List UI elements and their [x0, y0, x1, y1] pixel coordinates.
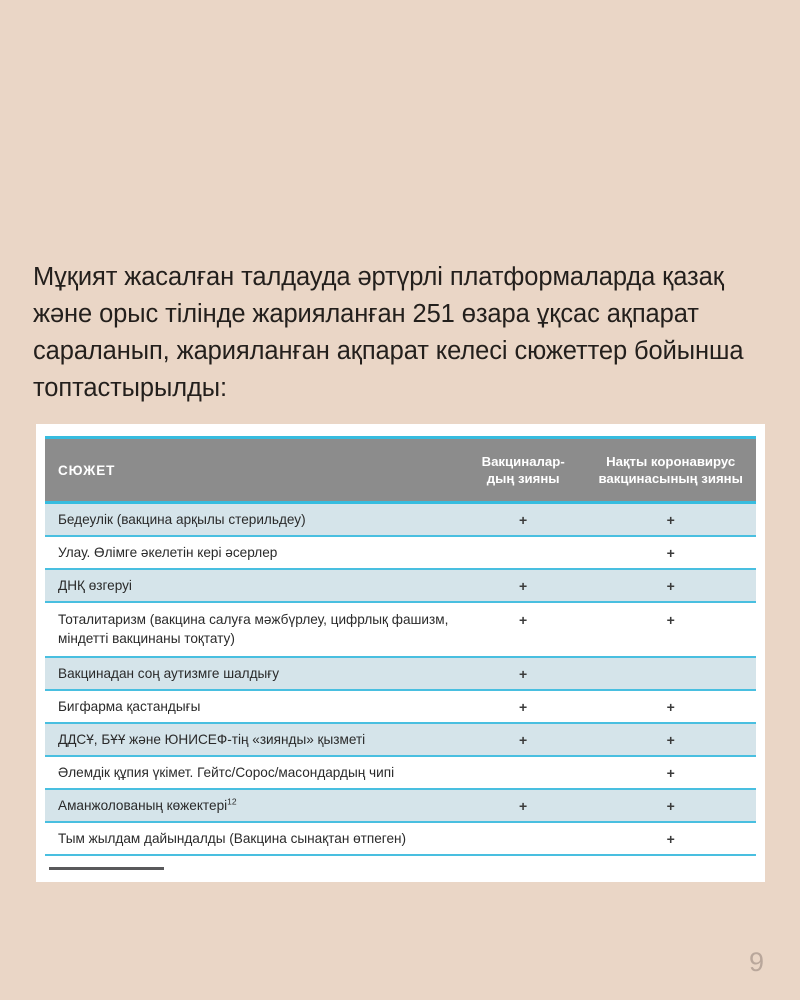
- cell-vaccine-harm: [461, 756, 585, 789]
- intro-paragraph: Мұқият жасалған талдауда әртүрлі платформаларда қазақ және орыс тілінде жарияланған 251 өзара ұқсас ақпарат сараланып, жарияланған ақпарат келесі сюжеттер бойынша топтастырылды:: [33, 262, 744, 402]
- table-row: [45, 690, 756, 723]
- narrative-harm-table: [45, 436, 756, 856]
- table-body: [45, 503, 756, 856]
- table-row: [45, 657, 756, 690]
- cell-corona-vaccine-harm: +: [666, 544, 675, 561]
- cell-topic: Тоталитаризм (вакцина салуға мәжбүрлеу, цифрлық фашизм, міндетті вакцинаны тоқтату): [58, 612, 449, 646]
- table-head: [45, 438, 756, 503]
- cell-corona-vaccine-harm: +: [666, 577, 675, 594]
- table-row: [45, 822, 756, 855]
- cell-corona-vaccine-harm: +: [666, 612, 675, 628]
- page-number: 9: [748, 947, 764, 977]
- cell-vaccine-harm: +: [519, 698, 528, 715]
- cell-topic: Улау. Өлімге әкелетін кері әсерлер: [58, 545, 278, 560]
- table-row: [45, 503, 756, 537]
- cell-topic: Әлемдік құпия үкімет. Гейтс/Сорос/масондардың чипі: [58, 765, 395, 780]
- cell-topic: Вакцинадан соң аутизмге шалдығу: [58, 666, 280, 681]
- cell-topic: ДДСҰ, БҰҰ және ЮНИСЕФ-тің «зиянды» қызметі: [58, 732, 366, 747]
- table-row: [45, 756, 756, 789]
- cell-corona-vaccine-harm: +: [666, 511, 675, 528]
- cell-vaccine-harm: [461, 536, 585, 569]
- cell-vaccine-harm: +: [519, 612, 528, 628]
- cell-corona-vaccine-harm: +: [666, 797, 675, 814]
- column-header-corona-vaccine-harm-line1: Нақты коронавирус: [606, 454, 736, 469]
- cell-corona-vaccine-harm: +: [666, 698, 675, 715]
- cell-corona-vaccine-harm: +: [666, 764, 675, 781]
- table-row: [45, 723, 756, 756]
- footnote-marker: 12: [227, 796, 237, 807]
- cell-vaccine-harm: +: [519, 665, 528, 682]
- cell-vaccine-harm: +: [519, 577, 528, 594]
- cell-corona-vaccine-harm: +: [666, 830, 675, 847]
- cell-vaccine-harm: +: [519, 731, 528, 748]
- table-row: [45, 536, 756, 569]
- cell-corona-vaccine-harm: [585, 657, 756, 690]
- cell-topic: ДНҚ өзгеруі: [58, 578, 132, 593]
- cell-vaccine-harm: [461, 822, 585, 855]
- footnote-separator-rule: [49, 867, 164, 870]
- table-row: [45, 569, 756, 602]
- table-row: [45, 602, 756, 657]
- cell-corona-vaccine-harm: +: [666, 731, 675, 748]
- column-header-vaccine-harm-line2: дың зияны: [486, 471, 560, 486]
- column-header-topic: СЮЖЕТ: [45, 438, 461, 503]
- table-card: [36, 424, 765, 882]
- cell-topic: Тым жылдам дайындалды (Вакцина сынақтан өтпеген): [58, 831, 407, 846]
- column-header-corona-vaccine-harm: [585, 438, 756, 503]
- column-header-vaccine-harm-line1: Вакциналар-: [481, 454, 565, 469]
- cell-vaccine-harm: +: [519, 797, 528, 814]
- cell-vaccine-harm: +: [519, 511, 528, 528]
- table-header-row: [45, 438, 756, 503]
- cell-topic: Аманжолованың көжектері$^{12}$: [58, 796, 237, 813]
- cell-topic: Бедеулік (вакцина арқылы стерильдеу): [58, 512, 306, 527]
- table-row: [45, 789, 756, 822]
- cell-topic: Бигфарма қастандығы: [58, 699, 201, 714]
- column-header-vaccine-harm: [461, 438, 585, 503]
- column-header-corona-vaccine-harm-line2: вакцинасының зияны: [598, 471, 743, 486]
